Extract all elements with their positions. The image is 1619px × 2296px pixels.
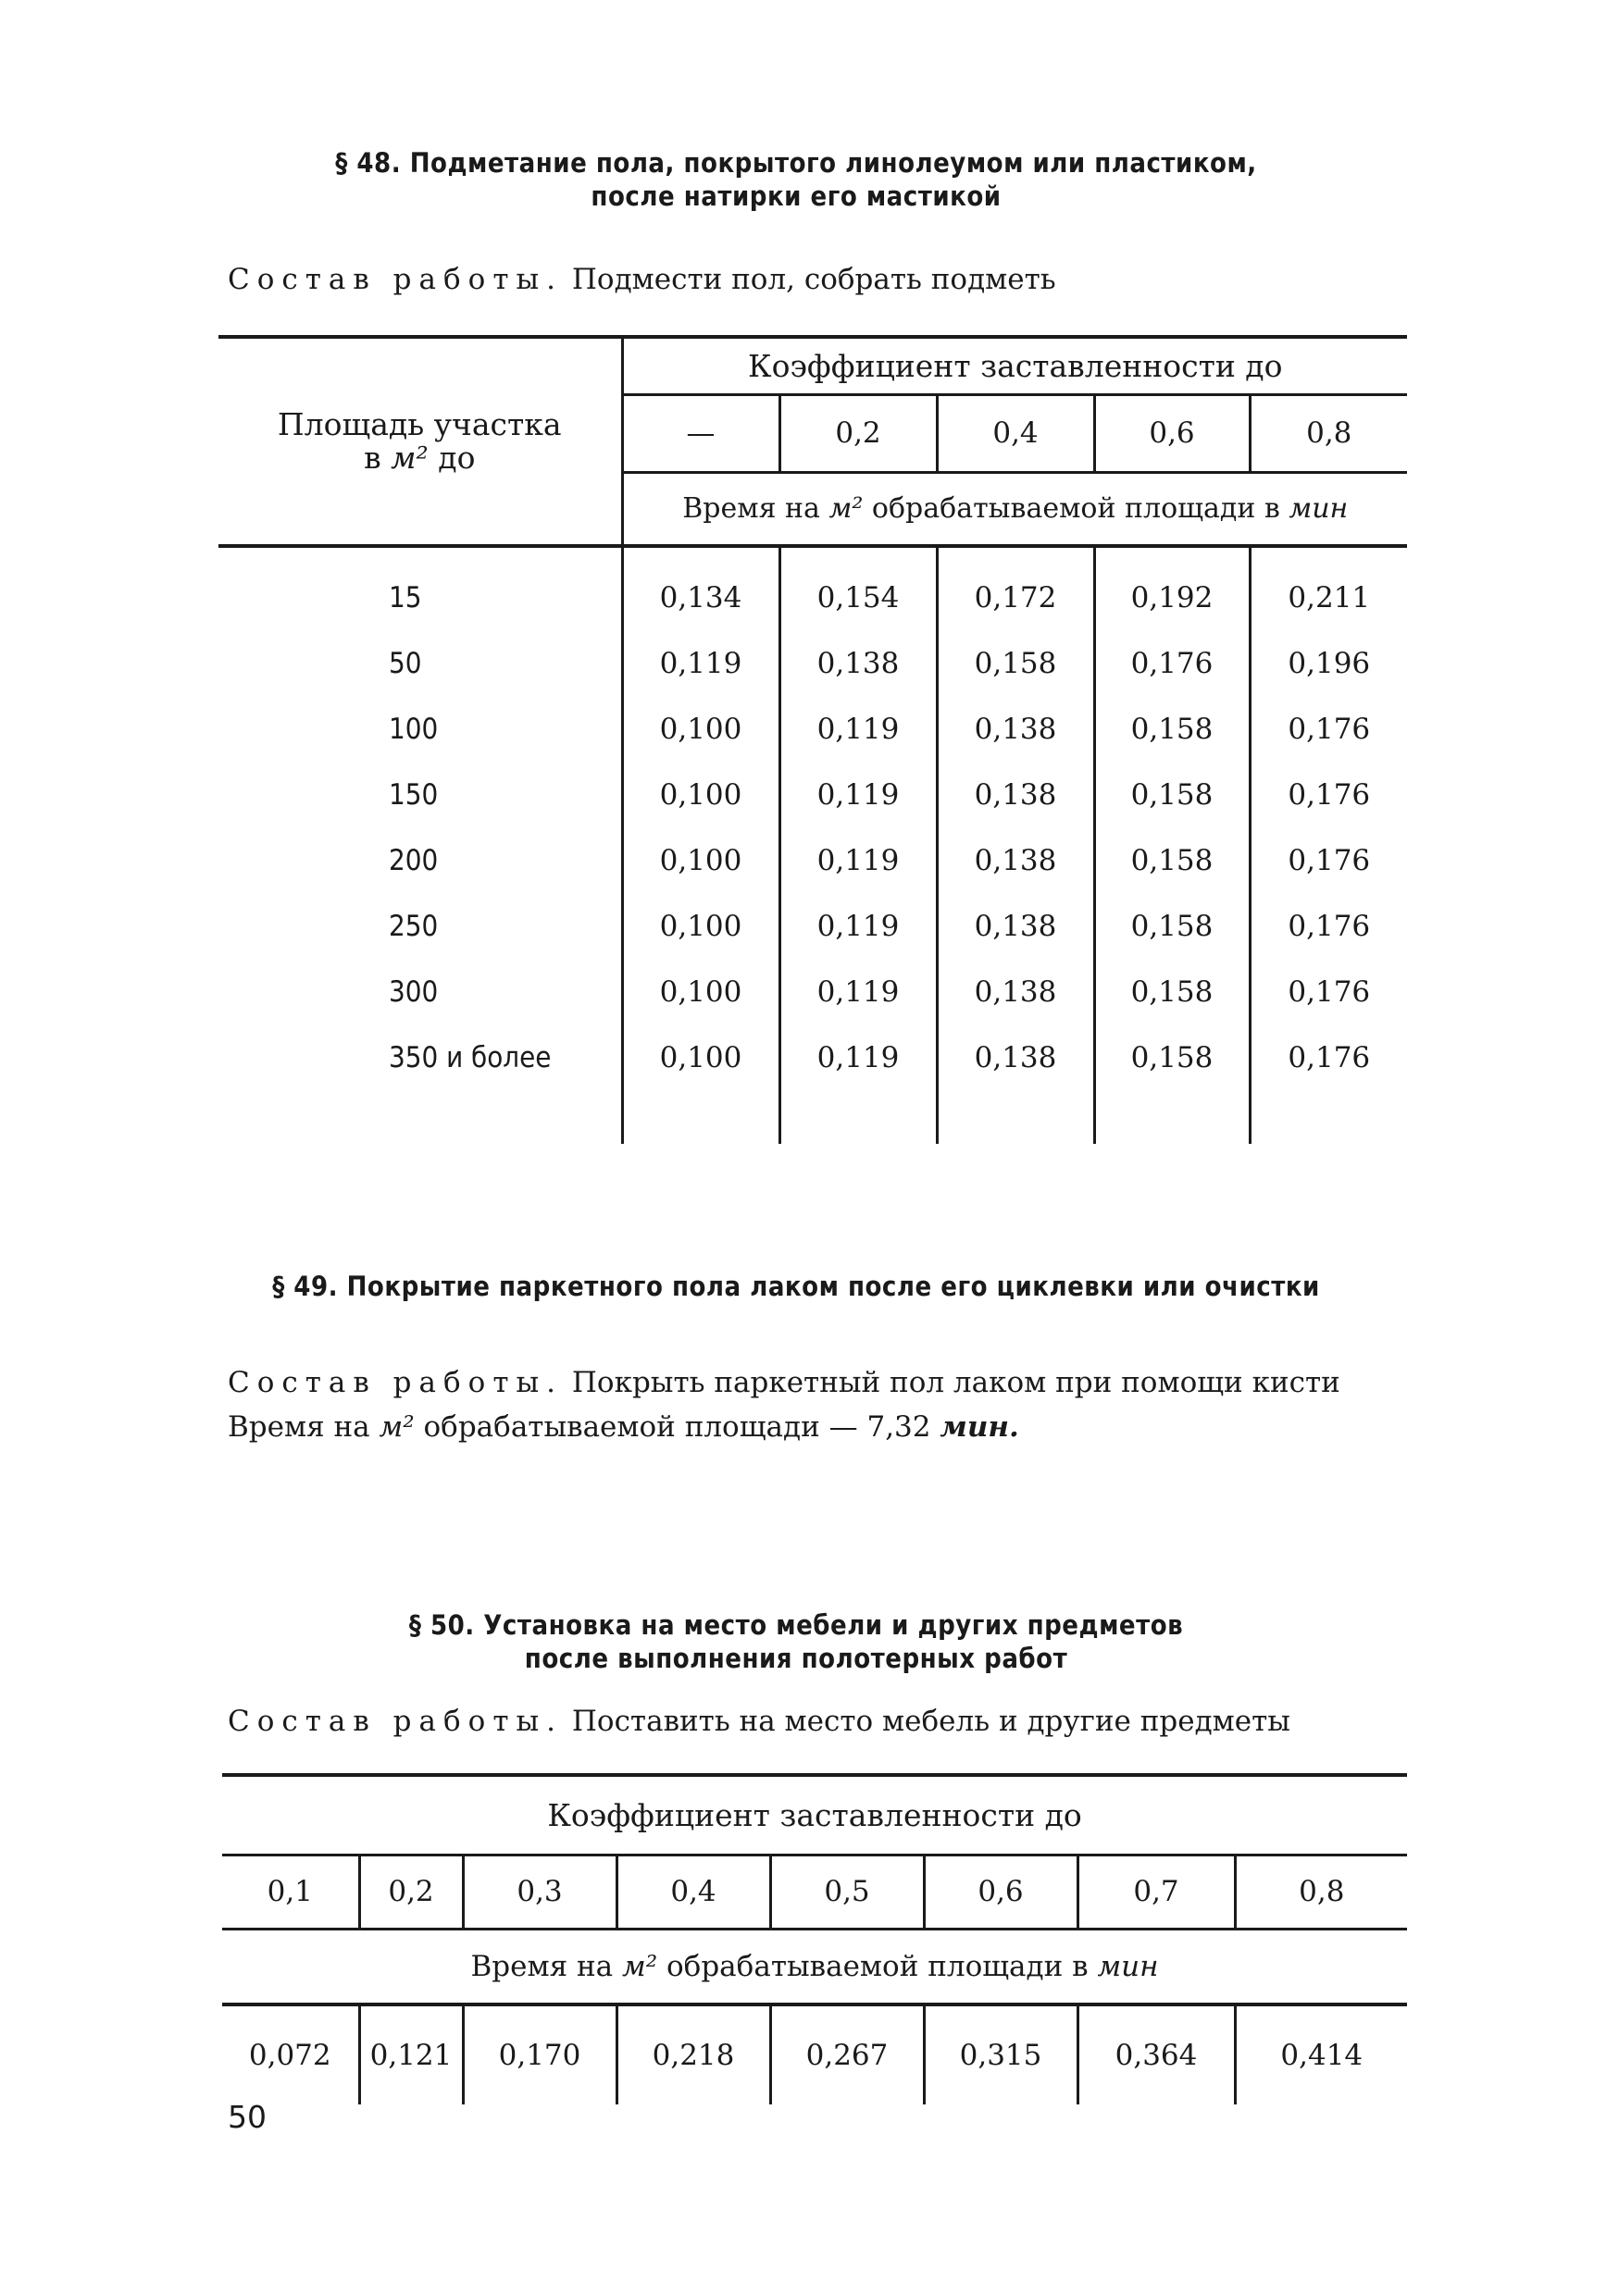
s50-coef-header: 0,2: [359, 1855, 463, 1929]
s48-value-cell: 0,158: [1094, 696, 1250, 762]
s48-value-cell: 0,100: [622, 893, 779, 959]
s48-value-cell: 0,119: [779, 696, 937, 762]
s48-value-cell: 0,158: [1094, 893, 1250, 959]
s48-value-cell: 0,158: [1094, 827, 1250, 893]
s48-title-line1: § 48. Подметание пола, покрытого линолеумом или пластиком,: [335, 147, 1257, 179]
s48-value-cell: 0,138: [937, 893, 1094, 959]
s48-area-cell: 100: [389, 712, 439, 746]
s48-value-cell: 0,176: [1094, 630, 1250, 696]
s48-area-cell: 250: [389, 909, 439, 943]
s48-value-cell: 0,119: [622, 630, 779, 696]
s48-coef-header: 0,2: [779, 394, 937, 472]
s48-value-cell: 0,100: [622, 762, 779, 827]
s48-value-cell: 0,176: [1250, 893, 1407, 959]
s48-composition: [228, 257, 1056, 302]
s50-values-row: [222, 2004, 1407, 2104]
s48-coef-header: 0,6: [1094, 394, 1250, 472]
s48-value-cell: 0,100: [622, 1024, 779, 1090]
s49-title: § 49. Покрытие паркетного пола лаком после его циклевки или очистки: [272, 1271, 1320, 1302]
s50-coef-header: 0,7: [1077, 1855, 1235, 1929]
s48-value-cell: 0,119: [779, 827, 937, 893]
s48-value-cell: 0,176: [1250, 696, 1407, 762]
s50-value-cell: 0,267: [770, 2004, 924, 2104]
s48-area-cell: 300: [389, 974, 439, 1009]
s48-value-cell: 0,138: [937, 696, 1094, 762]
s50-coef-header: 0,3: [463, 1855, 616, 1929]
s50-coef-header: 0,4: [616, 1855, 770, 1929]
s48-value-cell: 0,176: [1250, 959, 1407, 1024]
s48-composition-label: Состав работы.: [228, 263, 564, 296]
s48-coef-header: 0,4: [937, 394, 1094, 472]
s50-title: [185, 1608, 1407, 1675]
s48-value-cell: 0,119: [779, 762, 937, 827]
s49-composition-line: [228, 1360, 1340, 1405]
s50-value-cell: 0,072: [248, 2039, 331, 2072]
s48-value-cell: 0,119: [779, 959, 937, 1024]
s50-value-cell: 0,121: [359, 2004, 463, 2104]
s48-value-cell: 0,134: [622, 565, 779, 630]
page-number: 50: [228, 2099, 267, 2135]
s48-value-cell: 0,158: [1094, 959, 1250, 1024]
s50-value-cell: 0,170: [463, 2004, 616, 2104]
s50-value-cell: 0,218: [616, 2004, 770, 2104]
s48-table-row: [218, 959, 1407, 1024]
s48-value-cell: 0,100: [622, 959, 779, 1024]
s48-value-cell: 0,158: [1094, 1024, 1250, 1090]
s48-value-cell: 0,176: [1250, 1024, 1407, 1090]
s48-table-row: [218, 827, 1407, 893]
s48-value-cell: 0,138: [937, 959, 1094, 1024]
s48-value-cell: 0,172: [937, 565, 1094, 630]
s48-table-row: [218, 762, 1407, 827]
s48-value-cell: 0,196: [1250, 630, 1407, 696]
s50-value-cell: 0,364: [1077, 2004, 1235, 2104]
s48-table-row: [218, 696, 1407, 762]
s50-coef-header: 0,6: [924, 1855, 1077, 1929]
s50-value-cell: 0,414: [1235, 2004, 1407, 2104]
s48-table-row: [218, 1024, 1407, 1090]
s48-group-header: Коэффициент заставленности до: [622, 337, 1407, 394]
s50-coef-header: 0,1: [222, 1855, 359, 1929]
s48-area-cell: 200: [389, 843, 439, 877]
s49-composition-label: Состав работы.: [228, 1366, 564, 1399]
s48-value-cell: 0,192: [1094, 565, 1250, 630]
s48-coef-header: 0,8: [1250, 394, 1407, 472]
s48-value-cell: 0,138: [779, 630, 937, 696]
s48-table-row: [218, 565, 1407, 630]
s50-coef-header: 0,8: [1235, 1855, 1407, 1929]
s50-group-header: Коэффициент заставленности до: [222, 1775, 1407, 1855]
s48-value-cell: 0,154: [779, 565, 937, 630]
s48-area-cell: 50: [389, 646, 422, 680]
s48-value-cell: 0,176: [1250, 827, 1407, 893]
s48-row-header: [218, 337, 622, 546]
s48-value-cell: 0,138: [937, 1024, 1094, 1090]
s49-composition-text: Покрыть паркетный пол лаком при помощи кисти: [571, 1366, 1340, 1399]
s48-area-cell: 15: [389, 580, 422, 614]
s48-area-cell: 350 и более: [389, 1040, 552, 1074]
s48-area-cell: 150: [389, 777, 439, 812]
s50-coef-header: 0,5: [770, 1855, 924, 1929]
s48-coef-header: —: [622, 394, 779, 472]
s48-table: [218, 335, 1407, 1144]
s48-table-row: [218, 630, 1407, 696]
s50-value-cell: 0,315: [924, 2004, 1077, 2104]
s48-title: [185, 146, 1407, 213]
s48-value-cell: 0,119: [779, 1024, 937, 1090]
s48-table-body: [218, 565, 1407, 1090]
s49-composition: [228, 1360, 1340, 1449]
s48-value-cell: 0,158: [937, 630, 1094, 696]
s50-composition-text: Поставить на место мебель и другие предметы: [571, 1705, 1290, 1738]
s50-composition: [228, 1699, 1290, 1744]
s50-title-line2: после выполнения полотерных работ: [524, 1643, 1068, 1674]
s48-value-cell: 0,100: [622, 827, 779, 893]
s48-row-header-line1: Площадь участка: [277, 406, 562, 442]
s48-value-cell: 0,100: [622, 696, 779, 762]
s48-value-cell: 0,158: [1094, 762, 1250, 827]
s48-value-cell: 0,138: [937, 762, 1094, 827]
s50-title-line1: § 50. Установка на место мебели и других предметов: [408, 1609, 1184, 1641]
s48-title-line2: после натирки его мастикой: [591, 180, 1002, 212]
s48-time-header: Время на м² обрабатываемой площади в мин: [622, 472, 1407, 546]
s48-value-cell: 0,176: [1250, 762, 1407, 827]
s50-time-header: Время на м² обрабатываемой площади в мин: [222, 1929, 1407, 2004]
s48-table-row: [218, 893, 1407, 959]
s48-value-cell: 0,119: [779, 893, 937, 959]
s48-composition-text: Подмести пол, собрать подметь: [571, 263, 1056, 296]
s50-table: [222, 1773, 1407, 2104]
s48-value-cell: 0,138: [937, 827, 1094, 893]
s48-row-header-line2: в м² до: [364, 440, 476, 476]
s48-value-cell: 0,211: [1250, 565, 1407, 630]
s49-time-line: Время на м² обрабатываемой площади — 7,32 мин.: [228, 1410, 1019, 1444]
s50-composition-label: Состав работы.: [228, 1705, 564, 1738]
